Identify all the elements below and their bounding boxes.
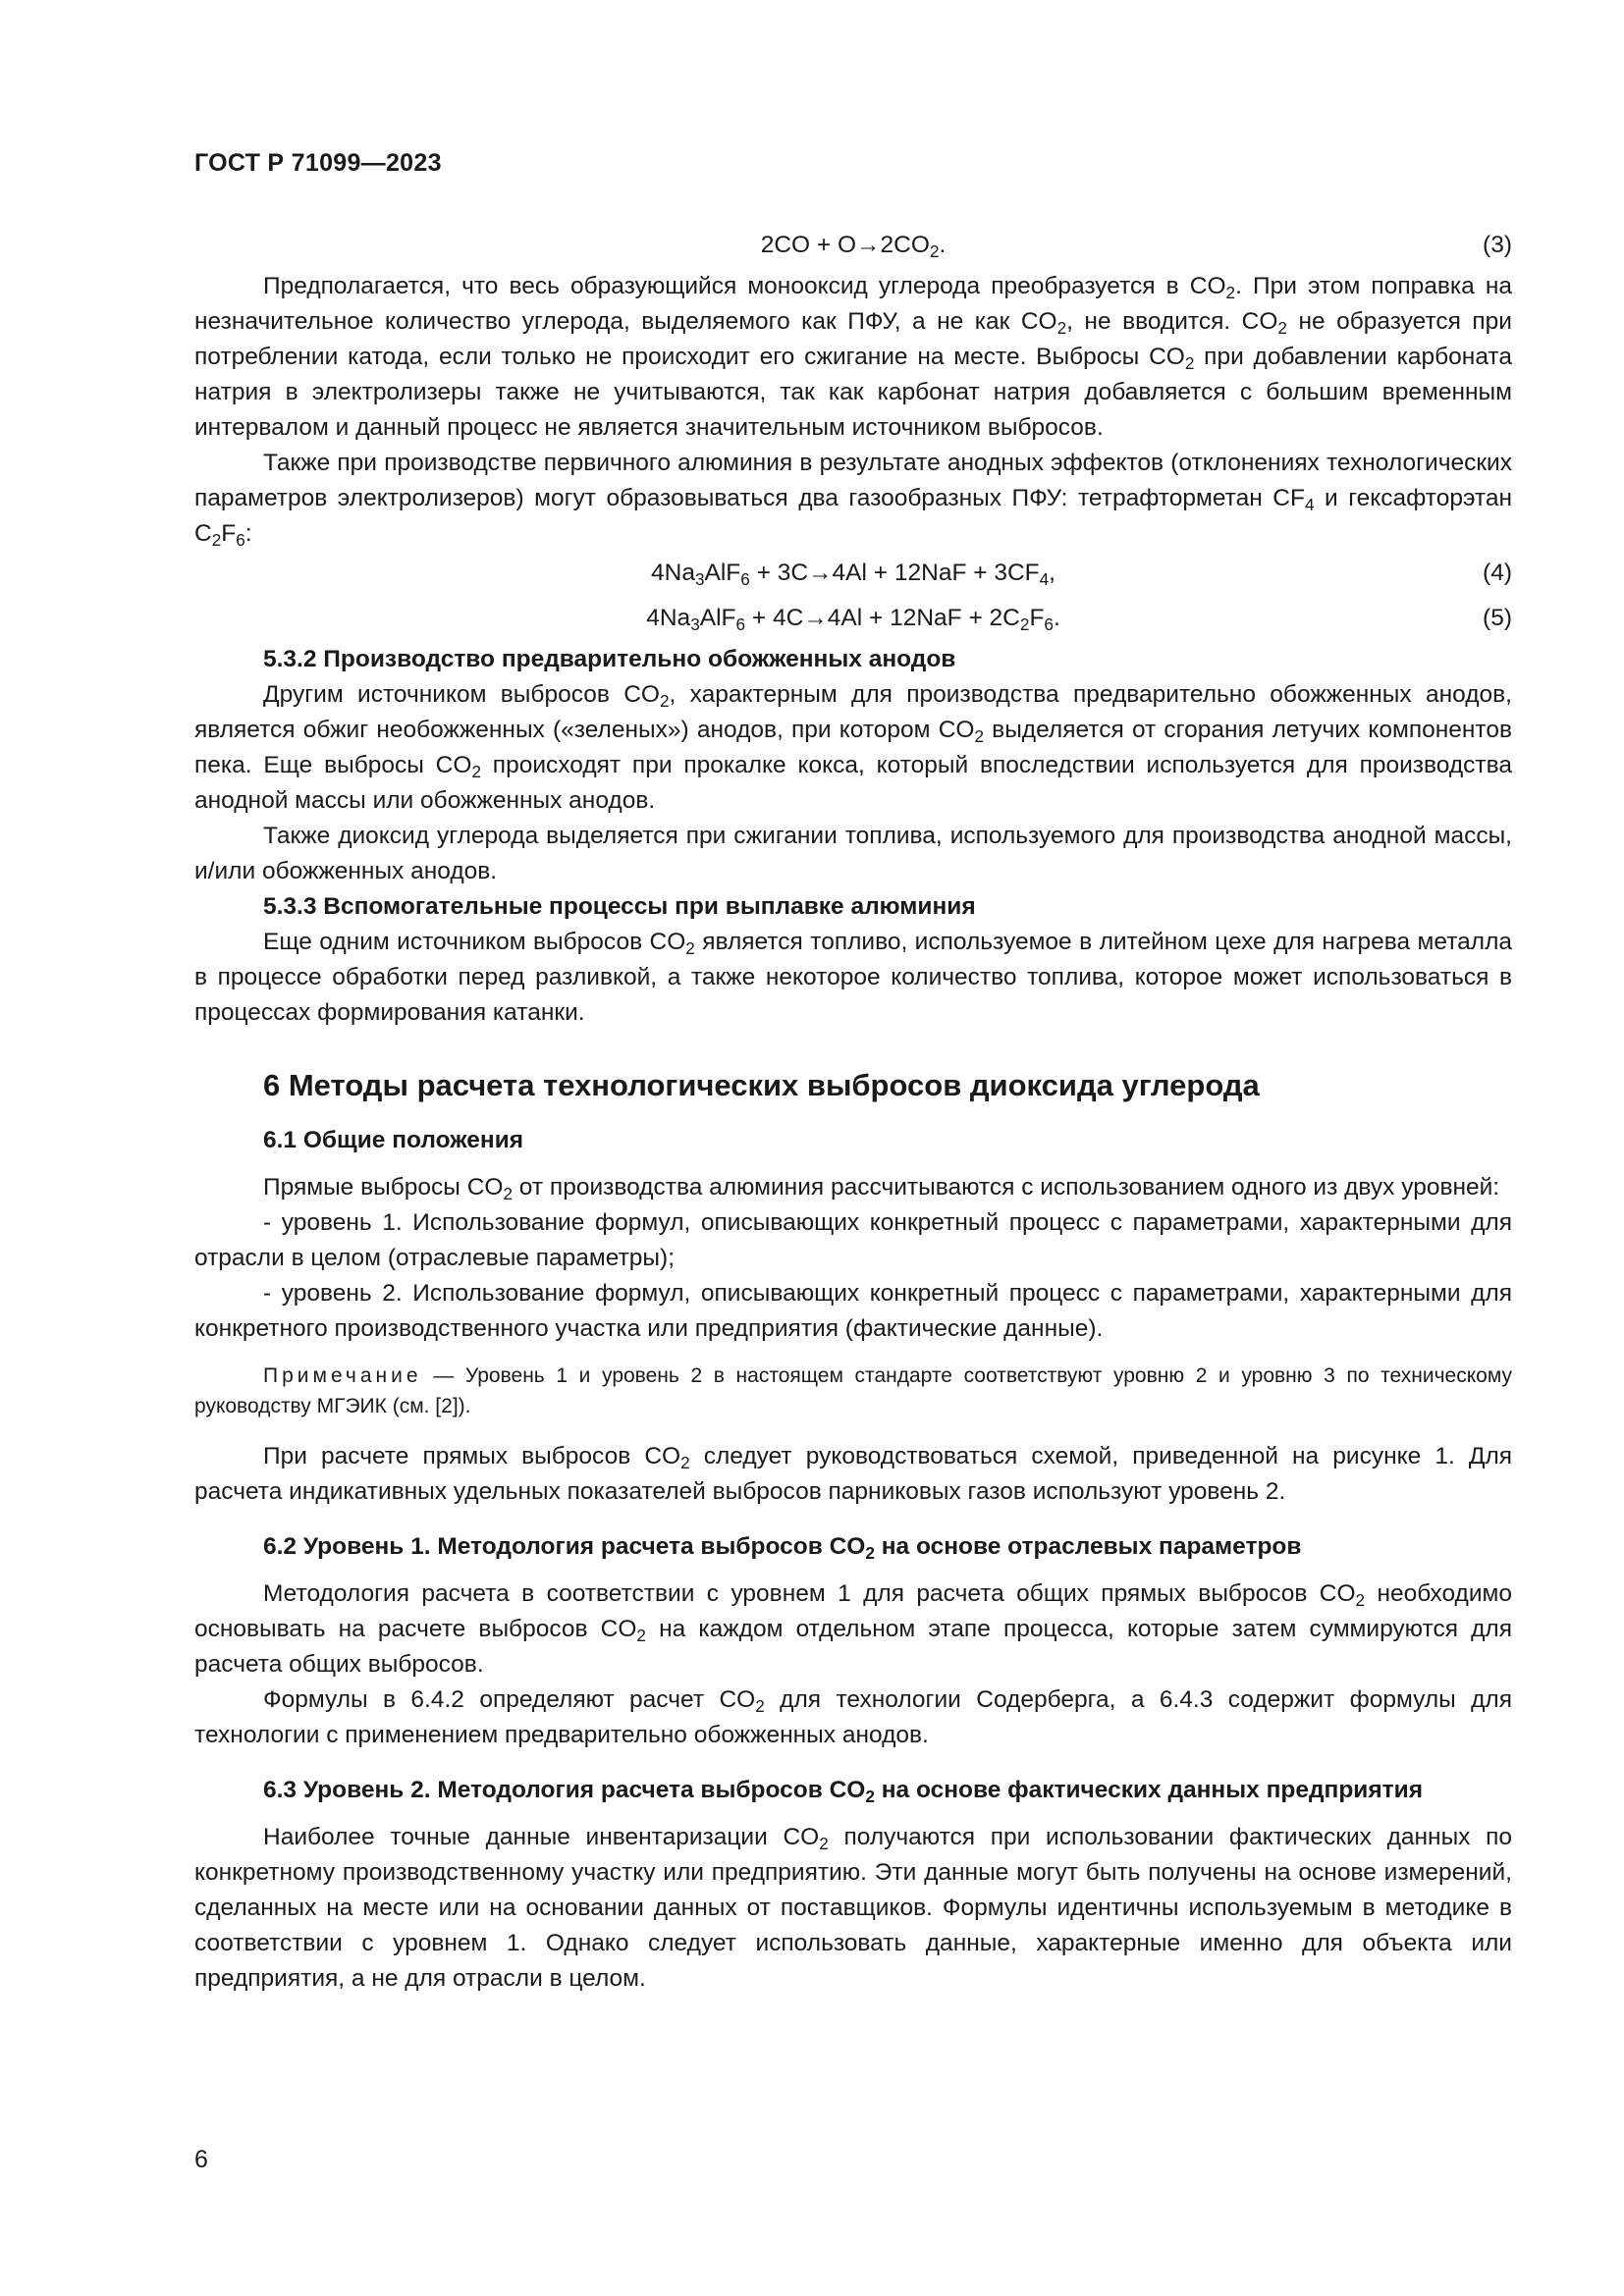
document-code: ГОСТ Р 71099—2023	[194, 149, 442, 177]
paragraph: Еще одним источником выбросов $CO_2$ является топливо, используемое в литейном цехе для нагрева металла в процессе обработки перед разливкой, а также некоторое количество топлива, которое может использоваться в процессах формирования катанки.	[194, 929, 1513, 1026]
note-text: — Уровень 1 и уровень 2 в настоящем стандарте соответствуют уровню 2 и уровню 3 по техническому руководству МГЭИК (см. [2]).	[194, 1364, 1512, 1417]
formula-number: (5)	[1483, 605, 1512, 631]
paragraph: Методология расчета в соответствии с уровнем 1 для расчета общих прямых выбросов $CO_2$ необходимо основывать на расчете выбросов $CO_2$ на каждом отдельном этапе процесса, которые затем суммируются для расчета общих выбросов.	[194, 1580, 1512, 1678]
formula-number: (4)	[1483, 560, 1512, 586]
paragraph: Формулы в 6.4.2 определяют расчет $CO_2$ для технологии Содерберга, а 6.4.3 содержит формулы для технологии с применением предварительно обожженных анодов.	[194, 1686, 1512, 1748]
section-heading-6-2: 6.2 Уровень 1. Методология расчета выбросов $CO_2$ на основе отраслевых параметров	[263, 1533, 1302, 1563]
section-heading-6: 6 Методы расчета технологических выбросов диоксида углерода	[263, 1068, 1260, 1102]
page-content	[194, 224, 1512, 1997]
formula-5	[194, 597, 1512, 642]
section-heading-5-3-2: 5.3.2 Производство предварительно обожженных анодов	[263, 646, 956, 672]
note-label: Примечание	[263, 1364, 422, 1387]
section-heading-5-3-3: 5.3.3 Вспомогательные процессы при выплавке алюминия	[263, 893, 976, 920]
formula-expression: $2CO + O\to 2CO_2$.	[760, 232, 947, 261]
paragraph: При расчете прямых выбросов $CO_2$ следует руководствоваться схемой, приведенной на рисунке 1. Для расчета индикативных удельных показателей выбросов парниковых газов используют уровень 2.	[194, 1443, 1513, 1505]
section-heading-6-1: 6.1 Общие положения	[263, 1127, 524, 1153]
paragraph: Предполагается, что весь образующийся монооксид углерода преобразуется в $CO_2$. При этом поправка на незначительное количество углерода, выделяемого как ПФУ, а не как $CO_2$, не вводится. $CO_2$ не образуется при потреблении катода, если только не происходит его сжигание на месте. Выбросы $CO_2$ при добавлении карбоната натрия в электролизеры также не учитываются, так как карбонат натрия добавляется с большим временным интервалом и данный процесс не является значительным источником выбросов.	[194, 273, 1512, 441]
list-item: - уровень 1. Использование формул, описывающих конкретный процесс с параметрами, характерными для отрасли в целом (отраслевые параметры);	[194, 1209, 1512, 1271]
paragraph: Другим источником выбросов $CO_2$, характерным для производства предварительно обожженных анодов, является обжиг необожженных («зеленых») анодов, при котором $CO_2$ выделяется от сгорания летучих компонентов пека. Еще выбросы $CO_2$ происходят при прокалке кокса, который впоследствии используется для производства анодной массы или обожженных анодов.	[194, 681, 1512, 814]
note	[194, 1361, 1512, 1421]
paragraph: Наиболее точные данные инвентаризации $CO_2$ получаются при использовании фактических данных по конкретному производственному участку или предприятию. Эти данные могут быть получены на основе измерений, сделанных на месте или на основании данных от поставщиков. Формулы идентичны используемым в методике в соответствии с уровнем 1. Однако следует использовать данные, характерные именно для объекта или предприятия, а не для отрасли в целом.	[194, 1824, 1513, 1992]
paragraph: Также диоксид углерода выделяется при сжигании топлива, используемого для производства анодной массы, и/или обожженных анодов.	[194, 823, 1512, 884]
formula-4	[194, 552, 1512, 597]
formula-3	[194, 224, 1512, 269]
paragraph: Прямые выбросы $CO_2$ от производства алюминия рассчитываются с использованием одного из двух уровней:	[263, 1174, 1500, 1203]
formula-expression: $4Na_3AlF_6 + 3C\to 4Al + 12NaF + 3CF_4$,	[651, 560, 1056, 589]
page-number: 6	[194, 2146, 208, 2173]
section-heading-6-3: 6.3 Уровень 2. Методология расчета выбросов $CO_2$ на основе фактических данных предприятия	[263, 1777, 1424, 1806]
list-item: - уровень 2. Использование формул, описывающих конкретный процесс с параметрами, характерными для конкретного производственного участка или предприятия (фактические данные).	[194, 1280, 1512, 1342]
formula-number: (3)	[1483, 232, 1512, 258]
formula-expression: $4Na_3AlF_6 + 4C\to 4Al + 12NaF + 2C_2F_6$.	[646, 605, 1060, 634]
paragraph: Также при производстве первичного алюминия в результате анодных эффектов (отклонениях технологических параметров электролизеров) могут образовываться два газообразных ПФУ: тетрафторметан $CF_4$ и гексафторэтан $C_2F_6$:	[194, 450, 1513, 550]
